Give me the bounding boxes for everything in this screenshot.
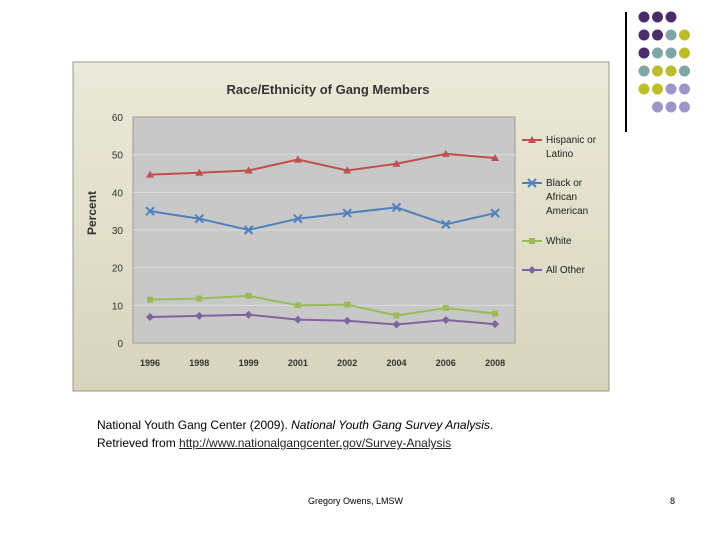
citation-retrieved: Retrieved from bbox=[97, 436, 180, 450]
legend-label: Black or bbox=[546, 178, 583, 189]
y-tick-label: 10 bbox=[111, 301, 123, 313]
legend-label: Hispanic or bbox=[546, 135, 597, 146]
data-point bbox=[394, 313, 400, 319]
x-tick-label: 1999 bbox=[238, 358, 259, 368]
citation-suffix: . bbox=[489, 418, 494, 432]
legend-label: White bbox=[546, 236, 572, 247]
data-point bbox=[196, 296, 202, 302]
data-point bbox=[443, 305, 449, 311]
y-tick-label: 30 bbox=[111, 226, 123, 237]
x-tick-label: 2008 bbox=[485, 358, 506, 368]
x-tick-label: 1996 bbox=[139, 358, 161, 368]
citation-line-1 bbox=[97, 416, 493, 434]
chart-title: Race/Ethnicity of Gang Members bbox=[226, 82, 430, 97]
legend-label: African bbox=[546, 192, 578, 203]
legend-label: Latino bbox=[546, 149, 574, 160]
data-point bbox=[147, 297, 153, 303]
y-tick-label: 0 bbox=[117, 339, 123, 350]
citation-line-2 bbox=[97, 434, 493, 452]
y-tick-label: 60 bbox=[111, 113, 123, 124]
legend-swatch-marker bbox=[529, 238, 535, 244]
data-point bbox=[344, 302, 350, 308]
citation-link[interactable]: http://www.nationalgangcenter.gov/Survey-Analysis bbox=[179, 436, 452, 450]
citation bbox=[97, 416, 493, 452]
data-point bbox=[492, 311, 498, 317]
x-tick-label: 2004 bbox=[386, 358, 407, 368]
x-tick-label: 2002 bbox=[337, 358, 358, 368]
page-number: 8 bbox=[670, 496, 676, 506]
data-point bbox=[246, 293, 252, 299]
x-tick-label: 1998 bbox=[189, 358, 210, 368]
citation-prefix: National Youth Gang Center (2009). bbox=[97, 418, 292, 432]
y-tick-label: 40 bbox=[111, 188, 123, 200]
footer-author: Gregory Owens, LMSW bbox=[308, 496, 404, 506]
x-tick-label: 2006 bbox=[435, 358, 456, 368]
data-point bbox=[295, 302, 301, 308]
y-tick-label: 50 bbox=[111, 150, 123, 162]
y-axis-label: Percent bbox=[85, 190, 99, 236]
legend-label: American bbox=[546, 206, 589, 217]
legend-label: All Other bbox=[546, 265, 585, 276]
citation-title: National Youth Gang Survey Analysis bbox=[291, 418, 490, 432]
y-tick-label: 20 bbox=[111, 263, 123, 275]
x-tick-label: 2001 bbox=[287, 358, 308, 368]
